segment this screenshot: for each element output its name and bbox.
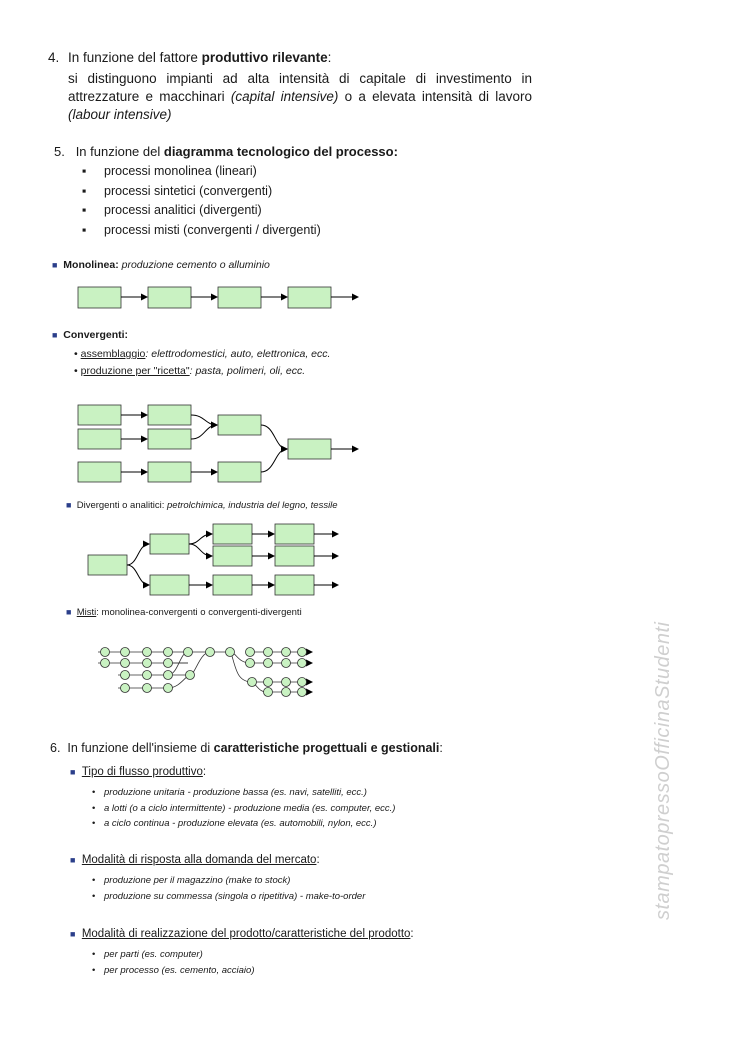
square-bullet-icon: ■	[70, 929, 76, 939]
convergenti-box	[148, 405, 191, 425]
group-title-text: Modalità di risposta alla domanda del mercato	[81, 854, 317, 866]
dot-bullet-icon: •	[74, 365, 78, 377]
list-item-text: per parti (es. computer)	[104, 949, 203, 960]
section-6-number: 6.	[50, 741, 61, 755]
group-3-list	[92, 947, 254, 978]
monolinea-box	[288, 287, 331, 308]
bullet-icon: ▪	[82, 222, 87, 237]
square-bullet-icon: ■	[70, 767, 76, 777]
list-item-text: processi analitici (divergenti)	[104, 203, 262, 217]
square-bullet-icon: ■	[52, 330, 58, 340]
section-6-heading	[50, 741, 443, 755]
convergenti-sub-1-label: assemblaggio	[80, 348, 146, 360]
list-item: • per parti (es. computer)	[92, 947, 254, 963]
group-title-tail: :	[202, 766, 207, 778]
section-4-intro: In funzione del fattore	[68, 50, 202, 65]
section-6-intro: In funzione dell'insieme di	[67, 741, 214, 755]
divergenti-box	[275, 524, 314, 544]
group-title-text: Tipo di flusso produttivo	[81, 766, 203, 778]
section-4-body-italic-2: (labour intensive)	[68, 107, 172, 122]
list-item: • per processo (es. cemento, acciaio)	[92, 963, 254, 979]
list-item-text: produzione su commessa (singola o ripetitiva) - make-to-order	[104, 890, 366, 902]
monolinea-desc: produzione cemento o alluminio	[121, 259, 270, 271]
list-item: • produzione unitaria - produzione bassa (es. navi, satelliti, ecc.)	[92, 785, 395, 801]
group-title-text: Modalità di realizzazione del prodotto/caratteristiche del prodotto	[81, 928, 411, 940]
group-3-title	[70, 928, 414, 940]
bullet-icon: ▪	[82, 183, 87, 198]
group-1-list	[92, 785, 395, 832]
list-item-text: processi misti (convergenti / divergenti)	[104, 222, 321, 237]
convergenti-box	[78, 462, 121, 482]
convergenti-box	[218, 462, 261, 482]
square-bullet-icon: ■	[66, 607, 72, 617]
bullet-icon: ▪	[82, 164, 87, 178]
group-title-tail: :	[316, 854, 320, 866]
convergenti-box	[78, 405, 121, 425]
group-2-list	[92, 873, 365, 904]
list-item-text: a ciclo continua - produzione elevata (es. automobili, nylon, ecc.)	[104, 818, 377, 829]
section-5-intro: In funzione del	[75, 144, 164, 159]
section-4-body-2: o a elevata intensità di lavoro	[338, 89, 532, 104]
convergenti-box	[288, 439, 331, 459]
list-item-text: processi sintetici (convergenti)	[104, 183, 273, 198]
divergenti-box	[150, 534, 189, 554]
divergenti-title: Divergenti o analitici:	[76, 500, 168, 511]
convergenti-box	[78, 429, 121, 449]
monolinea-box	[78, 287, 121, 308]
section-5-bold: diagramma tecnologico del processo:	[163, 144, 398, 159]
square-bullet-icon: ■	[66, 500, 72, 510]
misti-title: Misti	[76, 607, 97, 618]
divergenti-box	[275, 546, 314, 566]
list-item: • a ciclo continua - produzione elevata (es. automobili, nylon, ecc.)	[92, 816, 395, 832]
list-item-text: per processo (es. cemento, acciaio)	[104, 964, 255, 976]
section-4-body-1: si distinguono impianti ad alta intensità di capitale di investimento in attrezzature e macchinari	[68, 71, 532, 104]
convergenti-sub-2-desc: : pasta, polimeri, oli, ecc.	[189, 365, 306, 377]
monolinea-title: Monolinea:	[63, 259, 119, 271]
list-item-text: a lotti (o a ciclo intermittente) - produzione media (es. computer, ecc.)	[104, 802, 396, 814]
watermark: stampatopressoOfficinaStudenti	[652, 621, 674, 920]
list-item: • produzione per il magazzino (make to stock)	[92, 873, 365, 889]
section-4-body-italic-1: (capital intensive)	[230, 89, 339, 104]
section-4-bold: produttivo rilevante	[201, 50, 328, 65]
section-5-number: 5.	[54, 144, 65, 159]
convergenti-box	[148, 462, 191, 482]
section-4-number: 4.	[48, 50, 60, 65]
convergenti-title: Convergenti:	[63, 329, 129, 341]
divergenti-box	[213, 575, 252, 595]
section-6-tail: :	[439, 741, 443, 755]
group-1-title	[70, 766, 206, 778]
list-item: • a lotti (o a ciclo intermittente) - produzione media (es. computer, ecc.)	[92, 801, 395, 817]
convergenti-box	[218, 415, 261, 435]
list-item-text: produzione per il magazzino (make to stock)	[104, 875, 291, 886]
convergenti-sub-2-label: produzione per "ricetta"	[80, 365, 190, 377]
list-item: • produzione su commessa (singola o ripetitiva) - make-to-order	[92, 889, 365, 905]
bullet-icon: ▪	[82, 203, 87, 217]
monolinea-box	[218, 287, 261, 308]
divergenti-box	[275, 575, 314, 595]
list-item-text: produzione unitaria - produzione bassa (es. navi, satelliti, ecc.)	[104, 787, 367, 798]
divergenti-box	[150, 575, 189, 595]
square-bullet-icon: ■	[52, 260, 58, 270]
convergenti-sub-1-desc: : elettrodomestici, auto, elettronica, ecc.	[145, 348, 331, 360]
section-4-tail: :	[327, 50, 332, 65]
square-bullet-icon: ■	[70, 855, 76, 865]
divergenti-box	[88, 555, 127, 575]
divergenti-desc: petrolchimica, industria del legno, tessile	[167, 500, 338, 511]
divergenti-box	[213, 524, 252, 544]
convergenti-box	[148, 429, 191, 449]
group-title-tail: :	[410, 928, 414, 940]
misti-desc: : monolinea-convergenti o convergenti-divergenti	[96, 607, 302, 618]
list-item-text: processi monolinea (lineari)	[104, 164, 257, 178]
dot-bullet-icon: •	[74, 348, 78, 360]
monolinea-box	[148, 287, 191, 308]
section-6-bold: caratteristiche progettuali e gestionali	[213, 741, 440, 755]
group-2-title	[70, 854, 320, 866]
divergenti-box	[213, 546, 252, 566]
